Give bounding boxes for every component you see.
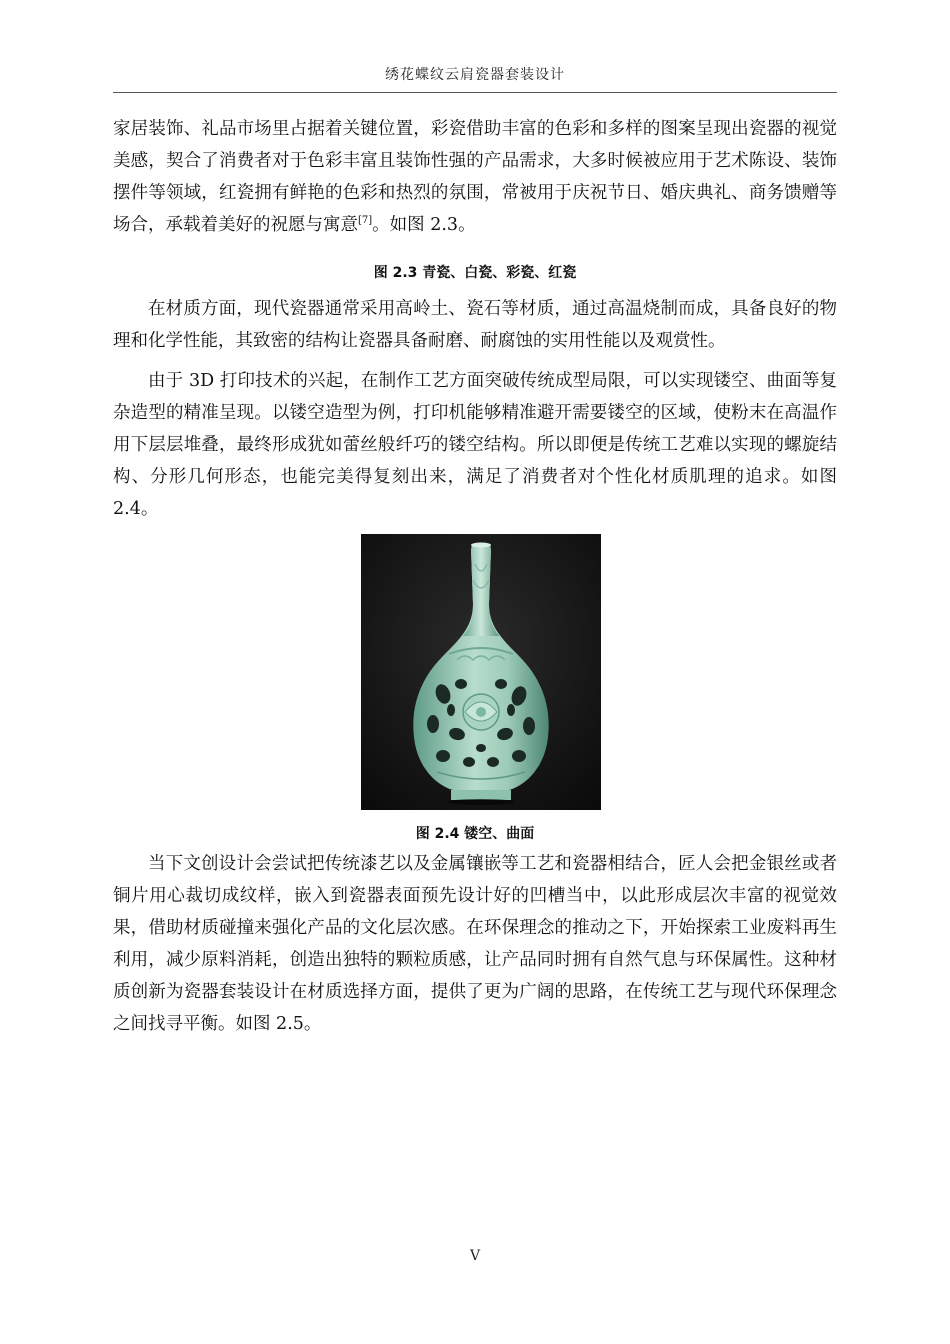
paragraph-3-text: 由于 3D 打印技术的兴起，在制作工艺方面突破传统成型局限，可以实现镂空、曲面等复杂造型的精准呈现。以镂空造型为例，打印机能够精准避开需要镂空的区域，使粉末在高温作用下层层堆叠，最终形成犹如蕾丝般纤巧的镂空结构。所以即便是传统工艺难以实现的螺旋结构、分形几何形态，也能完美得复刻出来，满足了消费者对个性化材质肌理的追求。如图 2.4。 [113,371,837,519]
paragraph-1-tail: 。如图 2.3。 [372,215,476,235]
peony-motif [463,694,499,730]
paragraph-1 [113,113,837,241]
paragraph-2-text: 在材质方面，现代瓷器通常采用高岭土、瓷石等材质，通过高温烧制而成，具备良好的物理和化学性能，其致密的结构让瓷器具备耐磨、耐腐蚀的实用性能以及观赏性。 [113,299,837,351]
vase-mouth [471,543,491,548]
figure-2-3-caption: 图 2.3 青瓷、白瓷、彩瓷、红瓷 [373,265,577,281]
vase-foot [451,790,511,800]
paragraph-4-text: 当下文创设计会尝试把传统漆艺以及金属镶嵌等工艺和瓷器相结合，匠人会把金银丝或者铜片用心裁切成纹样，嵌入到瓷器表面预先设计好的凹槽当中，以此形成层次丰富的视觉效果，借助材质碰撞来强化产品的文化层次感。在环保理念的推动之下，开始探索工业废料再生利用，减少原料消耗，创造出独特的颗粒质感，让产品同时拥有自然气息与环保属性。这种材质创新为瓷器套装设计在材质选择方面，提供了更为广阔的思路，在传统工艺与现代环保理念之间找寻平衡。如图 2.5。 [113,854,837,1034]
paragraph-1-text: 家居装饰、礼品市场里占据着关键位置，彩瓷借助丰富的色彩和多样的图案呈现出瓷器的视觉美感，契合了消费者对于色彩丰富且装饰性强的产品需求，大多时候被应用于艺术陈设、装饰摆件等领域，红瓷拥有鲜艳的色彩和热烈的氛围，常被用于庆祝节日、婚庆典礼、商务馈赠等场合，承载着美好的祝愿与寓意 [113,119,837,235]
paragraph-4 [113,848,837,1040]
header-divider [113,92,837,93]
citation-7[interactable]: [7] [358,215,373,227]
paragraph-3 [113,365,837,525]
figure-2-4-caption: 图 2.4 镂空、曲面 [415,826,535,842]
running-header: 绣花蝶纹云肩瓷器套装设计 [385,67,565,83]
page-number: V [469,1248,481,1264]
paragraph-2 [113,293,837,357]
openwork-celadon-vase-photo [361,534,601,810]
vase-shadow [447,799,515,805]
